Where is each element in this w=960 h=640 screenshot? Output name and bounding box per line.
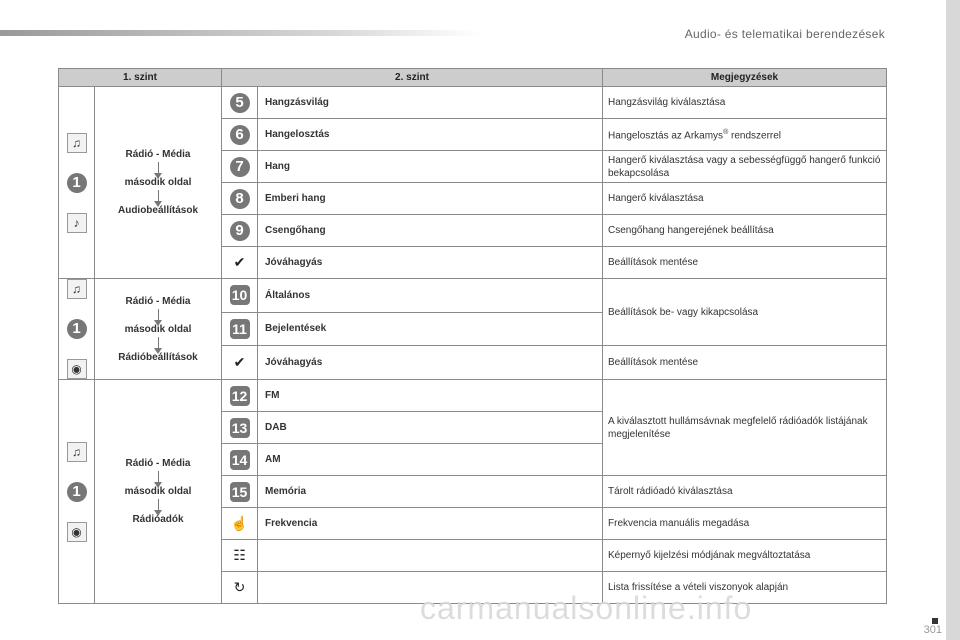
note: Tárolt rádióadó kiválasztása <box>603 476 887 508</box>
arrow-down-icon <box>158 499 159 512</box>
settings-table <box>58 68 887 604</box>
path-item: második oldal <box>124 323 192 335</box>
path-item: második oldal <box>124 486 192 497</box>
level2-name: Memória <box>258 476 603 508</box>
level2-badge: 15 <box>230 482 250 502</box>
merged-note: Beállítások be- vagy kikapcsolása <box>603 279 887 346</box>
note: Beállítások mentése <box>603 247 887 279</box>
level1-icons-cell <box>59 87 95 279</box>
watermark: carmanualsonline.info <box>420 590 753 626</box>
music-note-icon: ♫ <box>67 133 87 153</box>
col-header-level1: 1. szint <box>59 69 222 87</box>
page-number: 301 <box>923 624 942 636</box>
level2-badge: 8 <box>230 189 250 209</box>
level1-icons-cell <box>59 279 95 380</box>
level2-name: DAB <box>258 412 603 444</box>
radio-icon: ◉ <box>67 522 87 542</box>
music-note-icon: ♫ <box>67 442 87 462</box>
header-bar <box>0 30 480 36</box>
table-row <box>59 380 887 412</box>
hand-pointer-icon: ☝ <box>230 515 249 531</box>
level2-name: FM <box>258 380 603 412</box>
level1-badge: 1 <box>67 319 87 339</box>
arrow-down-icon <box>158 471 159 484</box>
level2-badge: 13 <box>230 418 250 438</box>
level2-badge: 9 <box>230 221 250 241</box>
merged-note: A kiválasztott hullámsávnak megfelelő rádióadók listájának megjelenítése <box>603 380 887 476</box>
level2-badge: 11 <box>230 319 250 339</box>
level2-name: Jóváhagyás <box>258 346 603 380</box>
checkmark-icon: ✔ <box>233 254 246 270</box>
level1-badge: 1 <box>67 173 87 193</box>
col-header-level2: 2. szint <box>222 69 603 87</box>
path-item: Rádióbeállítások <box>118 351 198 363</box>
checkmark-icon: ✔ <box>233 354 246 371</box>
level2-badge: 12 <box>230 386 250 406</box>
col-header-notes: Megjegyzések <box>603 69 887 87</box>
side-strip <box>946 0 960 640</box>
level1-path-cell <box>95 279 222 380</box>
level2-name: Csengőhang <box>258 215 603 247</box>
radio-settings-icon: ◉ <box>67 359 87 379</box>
level2-name: Frekvencia <box>258 508 603 540</box>
table-header-row <box>59 69 887 87</box>
note: Beállítások mentése <box>603 346 887 380</box>
level2-name: Emberi hang <box>258 183 603 215</box>
page-header-title: Audio- és telematikai berendezések <box>684 27 885 41</box>
note: Hangerő kiválasztása vagy a sebességfüggő hangerő funkció bekapcsolása <box>603 151 887 183</box>
arrow-down-icon <box>158 162 159 175</box>
note: Hangelosztás az Arkamys® rendszerrel <box>603 119 887 151</box>
level1-path-cell <box>95 87 222 279</box>
table-row <box>59 87 887 119</box>
arrow-down-icon <box>158 337 159 350</box>
level2-name: Jóváhagyás <box>258 247 603 279</box>
level1-icons-cell <box>59 380 95 604</box>
level1-badge: 1 <box>67 482 87 502</box>
level2-badge: 5 <box>230 93 250 113</box>
path-item: Rádióadók <box>132 514 184 525</box>
note: Hangzásvilág kiválasztása <box>603 87 887 119</box>
level2-badge: 6 <box>230 125 250 145</box>
note: Képernyő kijelzési módjának megváltoztatása <box>603 540 887 572</box>
display-mode-icon: ☷ <box>233 547 246 563</box>
table-row <box>59 279 887 313</box>
level2-name: Bejelentések <box>258 312 603 346</box>
level2-name: Hangelosztás <box>258 119 603 151</box>
path-item: Rádió - Média <box>125 149 191 160</box>
note: Hangerő kiválasztása <box>603 183 887 215</box>
level2-badge: 14 <box>230 450 250 470</box>
level2-badge: 10 <box>230 285 250 305</box>
path-item: Rádió - Média <box>125 458 191 469</box>
path-item: Audiobeállítások <box>117 205 198 216</box>
level2-name: AM <box>258 444 603 476</box>
refresh-icon: ↻ <box>233 579 246 595</box>
level2-name: Hang <box>258 151 603 183</box>
level2-name: Hangzásvilág <box>258 87 603 119</box>
note: Lista frissítése a vételi viszonyok alapján <box>603 572 887 604</box>
level2-name <box>258 540 603 572</box>
arrow-down-icon <box>158 190 159 203</box>
path-item: Rádió - Média <box>125 295 191 307</box>
arrow-down-icon <box>158 309 159 322</box>
note: Frekvencia manuális megadása <box>603 508 887 540</box>
audio-settings-icon: ♪ <box>67 213 87 233</box>
note: Csengőhang hangerejének beállítása <box>603 215 887 247</box>
level2-badge: 7 <box>230 157 250 177</box>
path-item: második oldal <box>124 177 192 188</box>
music-note-icon: ♫ <box>67 279 87 299</box>
level1-path-cell <box>95 380 222 604</box>
level2-name: Általános <box>258 279 603 313</box>
